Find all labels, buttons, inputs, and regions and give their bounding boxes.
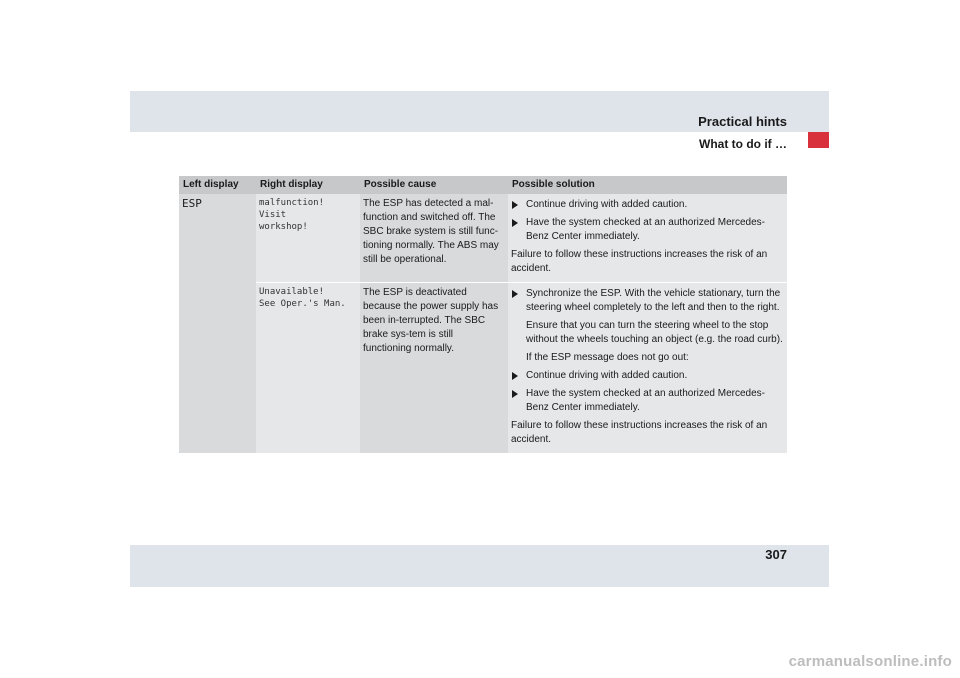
solution-warning: Failure to follow these instructions increases the risk of an accident. [511, 420, 768, 445]
left-display-cell [179, 194, 256, 453]
solution-step: Synchronize the ESP. With the vehicle stationary, turn the steering wheel completely to the left and then to the right. [511, 287, 783, 315]
left-display-esp: ESP [182, 197, 202, 210]
right-display-text: Unavailable! See Oper.'s Man. [259, 287, 346, 309]
right-display-text: malfunction! Visit workshop! [259, 198, 325, 232]
right-display-cell [256, 194, 360, 283]
solution-note: If the ESP message does not go out: [526, 352, 689, 363]
table-row [179, 194, 787, 283]
arrow-bullet-icon [512, 372, 518, 380]
arrow-bullet-icon [512, 390, 518, 398]
footer-band [130, 545, 829, 587]
table-row [179, 283, 787, 454]
sub-title: What to do if … [699, 137, 787, 151]
possible-solution-cell [508, 194, 787, 283]
solution-step: Have the system checked at an authorized Mercedes-Benz Center immediately. [511, 387, 783, 415]
header-possible-solution: Possible solution [508, 176, 787, 194]
possible-cause-text: The ESP has detected a mal-function and switched off. The SBC brake system is still func-tioning normally. The ABS may still be operational. [363, 198, 499, 265]
solution-step: Continue driving with added caution. [511, 369, 783, 383]
table-header-row [179, 176, 787, 194]
section-tab-marker [808, 132, 829, 148]
header-left-display: Left display [179, 176, 256, 194]
possible-cause-cell [360, 283, 508, 454]
arrow-bullet-icon [512, 290, 518, 298]
right-display-cell [256, 283, 360, 454]
arrow-bullet-icon [512, 219, 518, 227]
possible-solution-cell [508, 283, 787, 454]
solution-warning: Failure to follow these instructions increases the risk of an accident. [511, 249, 768, 274]
message-table [179, 176, 787, 453]
solution-step: Continue driving with added caution. [511, 198, 783, 212]
header-possible-cause: Possible cause [360, 176, 508, 194]
page-number: 307 [765, 547, 787, 562]
site-watermark: carmanualsonline.info [788, 653, 952, 670]
section-title: Practical hints [698, 114, 787, 129]
solution-step: Have the system checked at an authorized Mercedes-Benz Center immediately. [511, 216, 783, 244]
header-right-display: Right display [256, 176, 360, 194]
possible-cause-cell [360, 194, 508, 283]
solution-note: Ensure that you can turn the steering wheel to the stop without the wheels touching an object (e.g. the road curb). [526, 320, 783, 345]
possible-cause-text: The ESP is deactivated because the power supply has been in-terrupted. The SBC brake sys-tem is still functioning normally. [363, 287, 499, 354]
arrow-bullet-icon [512, 201, 518, 209]
